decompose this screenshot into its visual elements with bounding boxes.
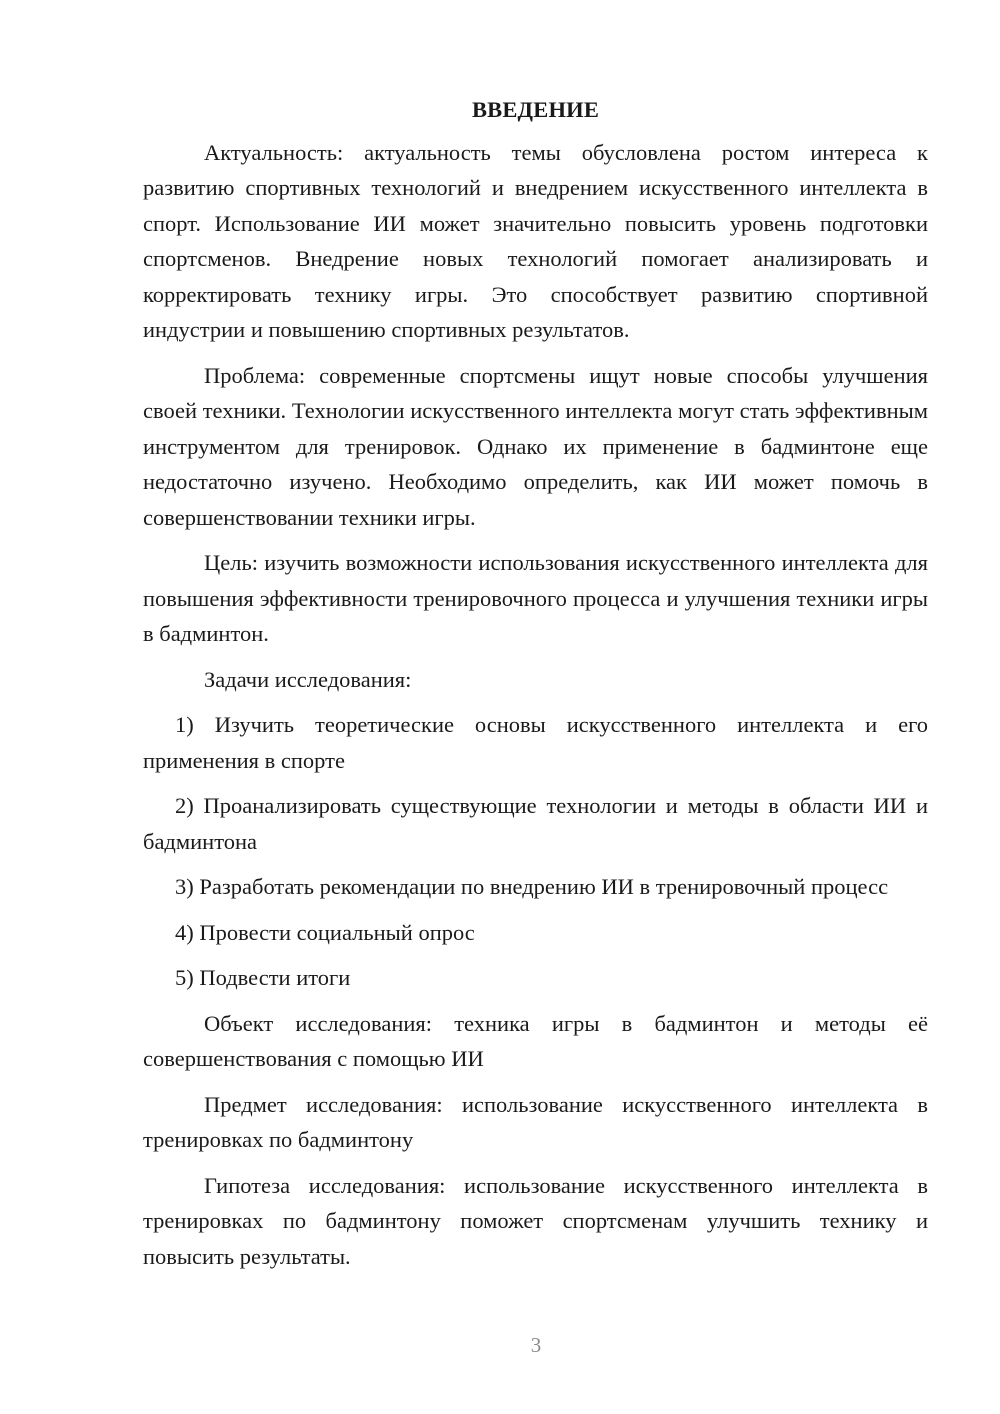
problem-paragraph: Проблема: современные спортсмены ищут новые способы улучшения своей техники. Технологии искусственного интеллекта могут стать эффективным инструментом для тренировок. Однако их применение в бадминтоне еще недостаточно изучено. Необходимо определить, как ИИ может помочь в совершенствовании техники игры. <box>143 362 928 530</box>
document-page <box>143 92 928 1284</box>
object-paragraph: Объект исследования: техника игры в бадминтон и методы её совершенствования с помощью ИИ <box>143 1010 928 1071</box>
goal-paragraph: Цель: изучить возможности использования искусственного интеллекта для повышения эффективности тренировочного процесса и улучшения техники игры в бадминтон. <box>143 550 928 646</box>
tasks-heading: Задачи исследования: <box>204 666 412 692</box>
hypothesis-paragraph: Гипотеза исследования: использование искусственного интеллекта в тренировках по бадминтону поможет спортсменам улучшить технику и повысить результаты. <box>143 1172 928 1269</box>
relevance-paragraph: Актуальность: актуальность темы обусловлена ростом интереса к развитию спортивных технологий и внедрением искусственного интеллекта в спорт. Использование ИИ может значительно повысить уровень подготовки спортсменов. Внедрение новых технологий помогает анализировать и корректировать технику игры. Это способствует развитию спортивной индустрии и повышению спортивных результатов. <box>143 139 928 342</box>
task-item-5: 5) Подвести итоги <box>175 965 351 990</box>
section-title: ВВЕДЕНИЕ <box>471 97 600 122</box>
subject-paragraph: Предмет исследования: использование искусственного интеллекта в тренировках по бадминтону <box>143 1091 928 1152</box>
task-item-4: 4) Провести социальный опрос <box>175 919 475 945</box>
task-item-3: 3) Разработать рекомендации по внедрению ИИ в тренировочный процесс <box>175 874 889 899</box>
task-item-2: 2) Проанализировать существующие технологии и методы в области ИИ и бадминтона <box>143 793 928 854</box>
page-number: 3 <box>530 1333 542 1357</box>
task-item-1: 1) Изучить теоретические основы искусственного интеллекта и его применения в спорте <box>143 712 928 773</box>
